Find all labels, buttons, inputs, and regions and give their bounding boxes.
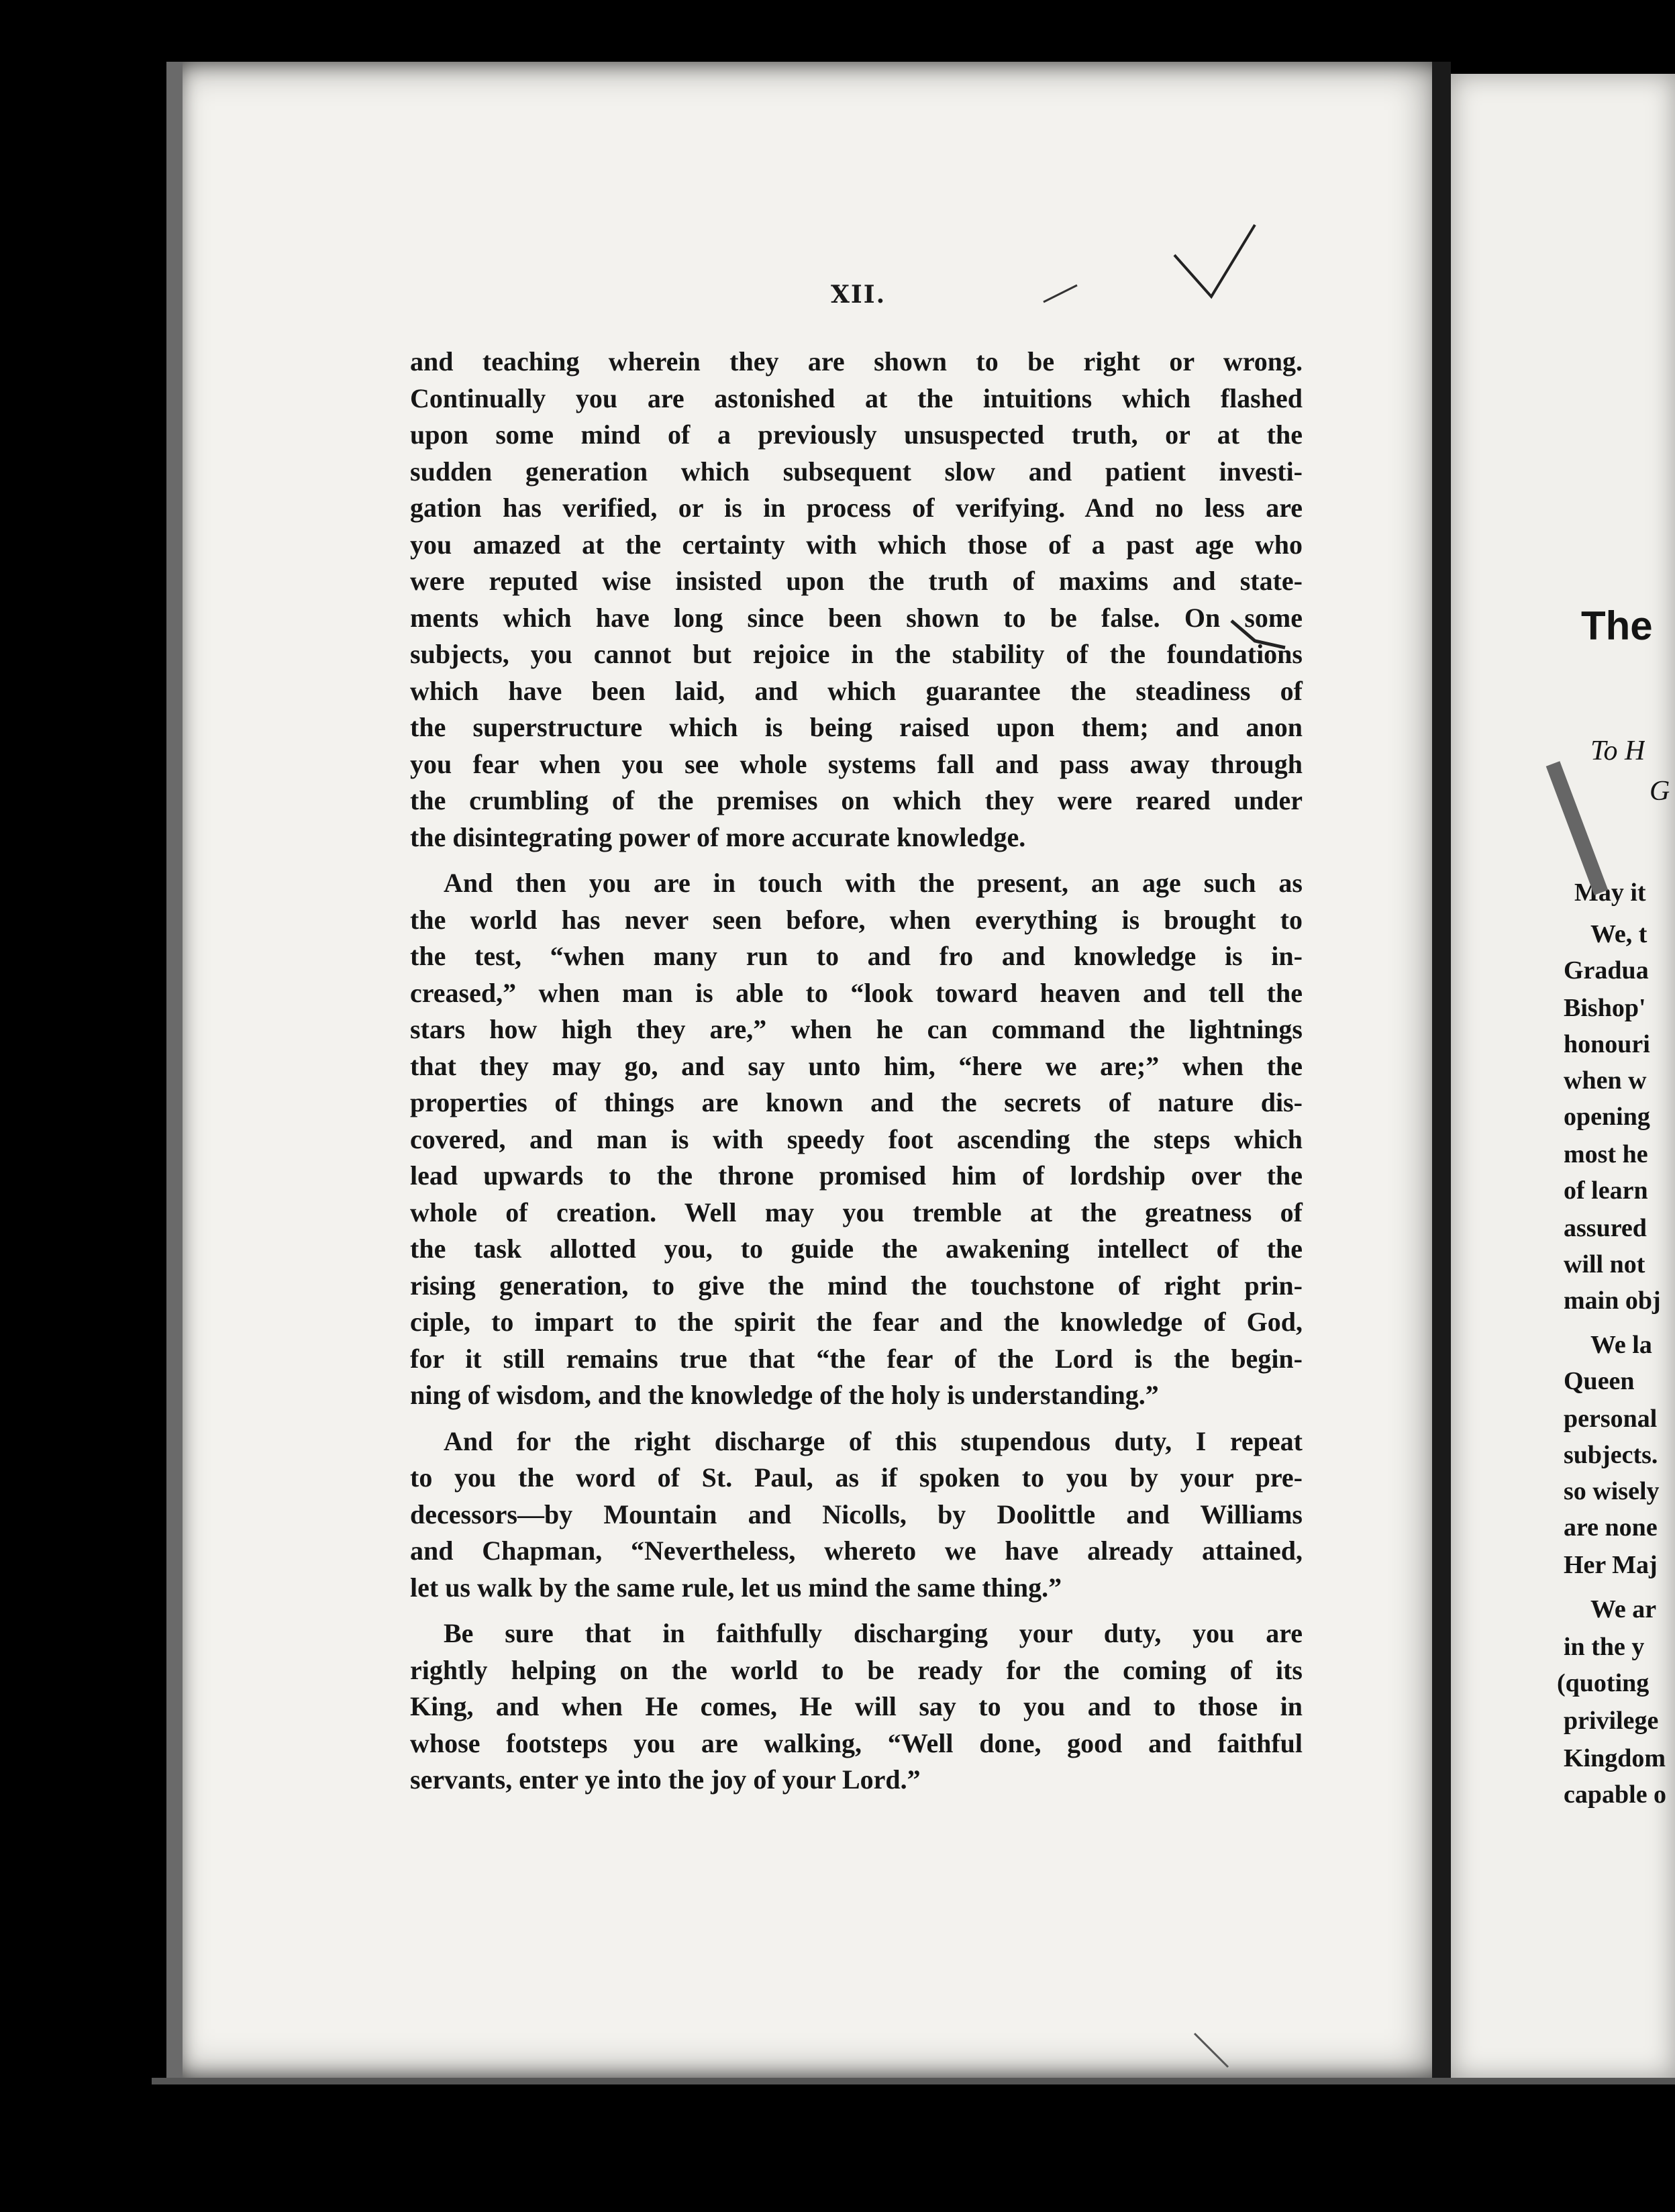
text-line: for it still remains true that “the fear of the Lord is the begin- <box>410 1343 1303 1374</box>
text-line: the superstructure which is being raised upon them; and anon <box>410 712 1303 742</box>
right-page-text-line: when w <box>1564 1066 1647 1095</box>
text-line: rightly helping on the world to be ready for the coming of its <box>410 1654 1303 1685</box>
text-line: servants, enter ye into the joy of your Lord.” <box>410 1764 921 1795</box>
text-line: you amazed at the certainty with which those of a past age who <box>410 529 1303 560</box>
text-line: rising generation, to give the mind the touchstone of right prin- <box>410 1270 1303 1301</box>
text-line: the world has never seen before, when everything is brought to <box>410 904 1303 935</box>
text-line: Be sure that in faithfully discharging your duty, you are <box>444 1618 1303 1648</box>
text-line: that they may go, and say unto him, “here we are;” when the <box>410 1050 1303 1081</box>
right-page-heading: The <box>1581 603 1653 648</box>
text-line: ciple, to impart to the spirit the fear and the knowledge of God, <box>410 1307 1303 1337</box>
text-line: creased,” when man is able to “look toward heaven and tell the <box>410 977 1303 1008</box>
right-page-address-line: To H <box>1590 736 1645 766</box>
right-page-text-line: We ar <box>1590 1595 1657 1623</box>
text-line: were reputed wise insisted upon the truth of maxims and state- <box>410 566 1303 596</box>
text-line: sudden generation which subsequent slow and patient investi- <box>410 456 1303 487</box>
text-line: And then you are in touch with the present, an age such as <box>444 868 1303 898</box>
right-page-text-line: Queen <box>1564 1367 1635 1395</box>
text-line: gation has verified, or is in process of verifying. And no less are <box>410 493 1303 523</box>
text-line: covered, and man is with speedy foot ascending the steps which <box>410 1123 1303 1154</box>
right-page-text-line: will not <box>1564 1250 1645 1278</box>
text-line: and teaching wherein they are shown to be right or wrong. <box>410 346 1303 376</box>
text-line: decessors—by Mountain and Nicolls, by Doolittle and Williams <box>410 1499 1303 1529</box>
text-line: whole of creation. Well may you tremble at the greatness of <box>410 1197 1303 1227</box>
text-line: upon some mind of a previously unsuspected truth, or at the <box>410 419 1303 450</box>
right-page-text-line: Bishop' <box>1564 994 1646 1022</box>
text-line: properties of things are known and the secrets of nature dis- <box>410 1087 1303 1117</box>
right-page-text-line: Gradua <box>1564 956 1649 985</box>
text-line: and Chapman, “Nevertheless, whereto we have already attained, <box>410 1536 1303 1566</box>
page-folio: XII. <box>831 281 886 309</box>
book-gutter <box>1432 62 1451 2078</box>
text-line: subjects, you cannot but rejoice in the stability of the foundations <box>410 639 1303 669</box>
text-line: ments which have long since been shown to be false. On some <box>410 602 1303 633</box>
right-page-text-line: main obj <box>1564 1287 1661 1315</box>
text-line: the test, “when many run to and fro and knowledge is in- <box>410 941 1303 971</box>
right-page-text-line: privilege <box>1564 1707 1659 1735</box>
text-line: to you the word of St. Paul, as if spoken to you by your pre- <box>410 1462 1303 1493</box>
right-page-text-line: in the y <box>1564 1633 1645 1661</box>
right-page-text-line: honouri <box>1564 1030 1650 1058</box>
left-page-text <box>410 344 1303 1799</box>
right-page-text-line: most he <box>1564 1140 1648 1168</box>
text-line: the disintegrating power of more accurate knowledge. <box>410 821 1026 852</box>
text-line: lead upwards to the throne promised him of lordship over the <box>410 1160 1303 1191</box>
right-page-text-line: May it <box>1574 878 1646 907</box>
paragraph <box>410 1423 1303 1607</box>
right-page-text-line: (quoting <box>1557 1669 1649 1697</box>
right-page-text-line: We, t <box>1590 920 1647 948</box>
right-page-address-line: G <box>1649 776 1670 807</box>
text-line: you fear when you see whole systems fall and pass away through <box>410 748 1303 779</box>
text-line: the task allotted you, to guide the awakening intellect of the <box>410 1234 1303 1264</box>
text-line: stars how high they are,” when he can command the lightnings <box>410 1014 1303 1044</box>
right-page-text-line: We la <box>1590 1331 1652 1359</box>
text-line: which have been laid, and which guarantee the steadiness of <box>410 675 1303 706</box>
text-line: ning of wisdom, and the knowledge of the holy is understanding.” <box>410 1380 1159 1410</box>
paragraph <box>410 865 1303 1414</box>
right-page-text-line: of learn <box>1564 1176 1648 1205</box>
page-bottom-edge <box>152 2078 1675 2084</box>
right-page-text-line: so wisely <box>1564 1477 1660 1505</box>
right-page-text-line: are none <box>1564 1513 1658 1542</box>
text-line: the crumbling of the premises on which they were reared under <box>410 785 1303 815</box>
right-page-text-line: Her Maj <box>1564 1551 1658 1579</box>
right-page-text-line: assured <box>1564 1214 1647 1242</box>
text-line: whose footsteps you are walking, “Well done, good and faithful <box>410 1727 1303 1758</box>
right-page-text-line: personal <box>1564 1405 1658 1433</box>
text-line: Continually you are astonished at the intuitions which flashed <box>410 383 1303 413</box>
paragraph <box>410 1615 1303 1799</box>
text-line: And for the right discharge of this stupendous duty, I repeat <box>444 1425 1303 1456</box>
text-line: King, and when He comes, He will say to you and to those in <box>410 1691 1303 1721</box>
right-page-text-line: opening <box>1564 1103 1650 1131</box>
right-page-text-line: subjects. <box>1564 1441 1658 1469</box>
text-line: let us walk by the same rule, let us mind the same thing.” <box>410 1572 1062 1603</box>
paragraph <box>410 344 1303 856</box>
right-page-text-line: capable o <box>1564 1780 1667 1809</box>
right-page-text-line: Kingdom <box>1564 1744 1666 1772</box>
